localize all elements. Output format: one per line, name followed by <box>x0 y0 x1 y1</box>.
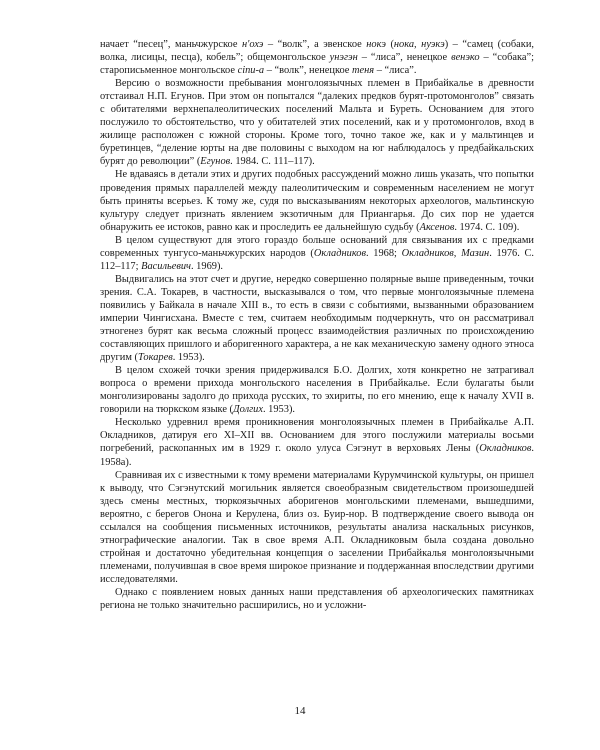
italic-term: Егунов <box>200 156 231 168</box>
italic-term: н'охэ <box>241 39 264 50</box>
italic-term: теня <box>352 65 375 77</box>
text-run: Выдвигались на этот счет и другие, нередко совершенно полярные выше приведенным, точки зрения. С.А. Токарев, в частности, высказывался о том, что первые монголоязычные племена появились у Байкала в начале XIII в., то есть в связи с событиями, вызванными образованием империи Чингисхана. Вместе с тем, считаем необходимым подчеркнуть, что он рассматривал этногенез бурят как весьма сложный процесс взаимодействия различных по происхождению составляющих пришлого и аборигенного характера, а не как механическую замену одного этноса другим ( <box>100 273 534 364</box>
paragraph <box>100 469 534 586</box>
paragraph <box>100 77 534 168</box>
italic-term: Токарев <box>138 352 173 364</box>
italic-term: Окладников <box>313 247 367 259</box>
italic-term: венэко <box>451 52 480 64</box>
italic-term: унэгэн <box>329 52 358 64</box>
paragraph <box>100 168 534 233</box>
text-run: Однако с появлением новых данных наши представления об археологических памятниках региона не только значительно расширились, но и усложни- <box>100 586 534 612</box>
paragraph <box>100 273 534 364</box>
paragraph <box>100 416 534 468</box>
text-run: В целом существуют для этого гораздо больше оснований для связывания их с предками современных тунгусо-маньчжурских народов ( <box>100 234 534 259</box>
text-run: ( <box>385 39 394 50</box>
paragraph <box>100 234 534 273</box>
text-run: . 1984. С. 111–117). <box>230 156 315 168</box>
paragraph <box>100 38 534 77</box>
italic-term: Долгих <box>233 404 263 416</box>
text-run: начает “песец”, маньчжурское <box>100 39 242 50</box>
text-run: В целом схожей точки зрения придерживался Б.О. Долгих, хотя конкретно не затрагивал вопроса о времени прихода монгольского населения в Прибайкалье. Если булагаты были монголизированы задолго до прихода русских, то эхириты, по его мнению, еще к началу XVII в. говорили на тюркском языке ( <box>100 365 534 416</box>
text-run: Несколько удревнил время проникновения монголоязычных племен в Прибайкалье А.П. Окладников, датируя его XI–XII вв. Основанием для этого послужили материалы восьми погребений, раскопанных им в 1929 г. около улуса Сэгэнут в верховьях Лены ( <box>100 417 534 455</box>
page-number: 14 <box>294 705 306 717</box>
text-run: . 1953). <box>172 352 205 364</box>
text-run: – “собака”; старописьменное монгольское <box>100 52 535 77</box>
text-run: Сравнивая их с известными к тому времени материалами Курумчинской культуры, он пришел к выводу, что Сэгэнутский могильник является своеобразным свидетельством произошедшей здесь смены местных, тюркоязычных аборигенов монгольскими племенами, вышедшими, вероятно, с берегов Онона и Керулена, близ оз. Буир-нор. В подтверждение своего вывода он ссылался на сообщения письменных источников, результаты анализа наскальных рисунков, этнографические аналогии. Так в свое время А.П. Окладниковым была создана довольно стройная и достаточно убедительная концепция о заселении Прибайкалья монголоязычными племенами, получившая в свое время широкое признание и поддержанная впоследствии другими исследователями. <box>100 469 534 585</box>
text-run: – “лиса”. <box>374 65 417 77</box>
paragraph <box>100 364 534 416</box>
text-run: Версию о возможности пребывания монголоязычных племен в Прибайкалье в древности отстаивал Н.П. Егунов. При этом он попытался “далеких предков бурят-протомонголов” связать с обитателями верхнепалеолитических поселений Мальта и Буреть. Основанием для этого послужило то обстоятельство, что у обитателей этих поселений, как и у протомонголов, вход в жилище расположен с южной стороны. Кроме того, точно такое же, как и у мальтинцев и буретинцев, “деление юрты на две половины с выходом на юг наблюдалось у предбайкальских бурят до революции” ( <box>100 78 534 168</box>
text-run: Не вдаваясь в детали этих и других подобных рассуждений можно лишь указать, что попытки проведения прямых параллелей между палеолитическим и современным населением не могут быть приняты всерьез. К тому же, судя по высказываниям некоторых археологов, мальтинскую культуру следует признать явлением экзотичным для Приангарья. До сих пор не удается обнаружить ее истоков, равно как и проследить ее дальнейшую судьбу ( <box>100 169 534 233</box>
body-text <box>100 38 534 612</box>
italic-term: сіпи-а <box>237 65 265 77</box>
text-run: – “волк”, а эвенское <box>263 39 367 50</box>
text-run: . 1976. С. 112–117; <box>100 247 535 272</box>
italic-term: нокэ <box>366 39 386 50</box>
italic-term: Окладников <box>479 443 532 455</box>
italic-term: Окладников, Мазин <box>401 247 490 259</box>
text-run: . 1969). <box>190 260 224 272</box>
text-run: . 1968; <box>366 247 402 259</box>
paragraph <box>100 586 534 612</box>
italic-term: Аксенов <box>419 221 455 233</box>
italic-term: нока, нуэкэ <box>393 39 445 50</box>
text-run: – “волк”, ненецкое <box>264 65 353 77</box>
italic-term: Васильевич <box>141 260 191 272</box>
text-run: ) – “самец (собаки, волка, лисицы, песца), кобель”; общемонгольское <box>100 39 534 64</box>
text-run: . 1974. С. 109). <box>454 221 520 233</box>
text-run: . 1958а). <box>100 443 534 468</box>
text-run: . 1953). <box>262 404 296 416</box>
text-run: – “лиса”, ненецкое <box>357 52 452 64</box>
